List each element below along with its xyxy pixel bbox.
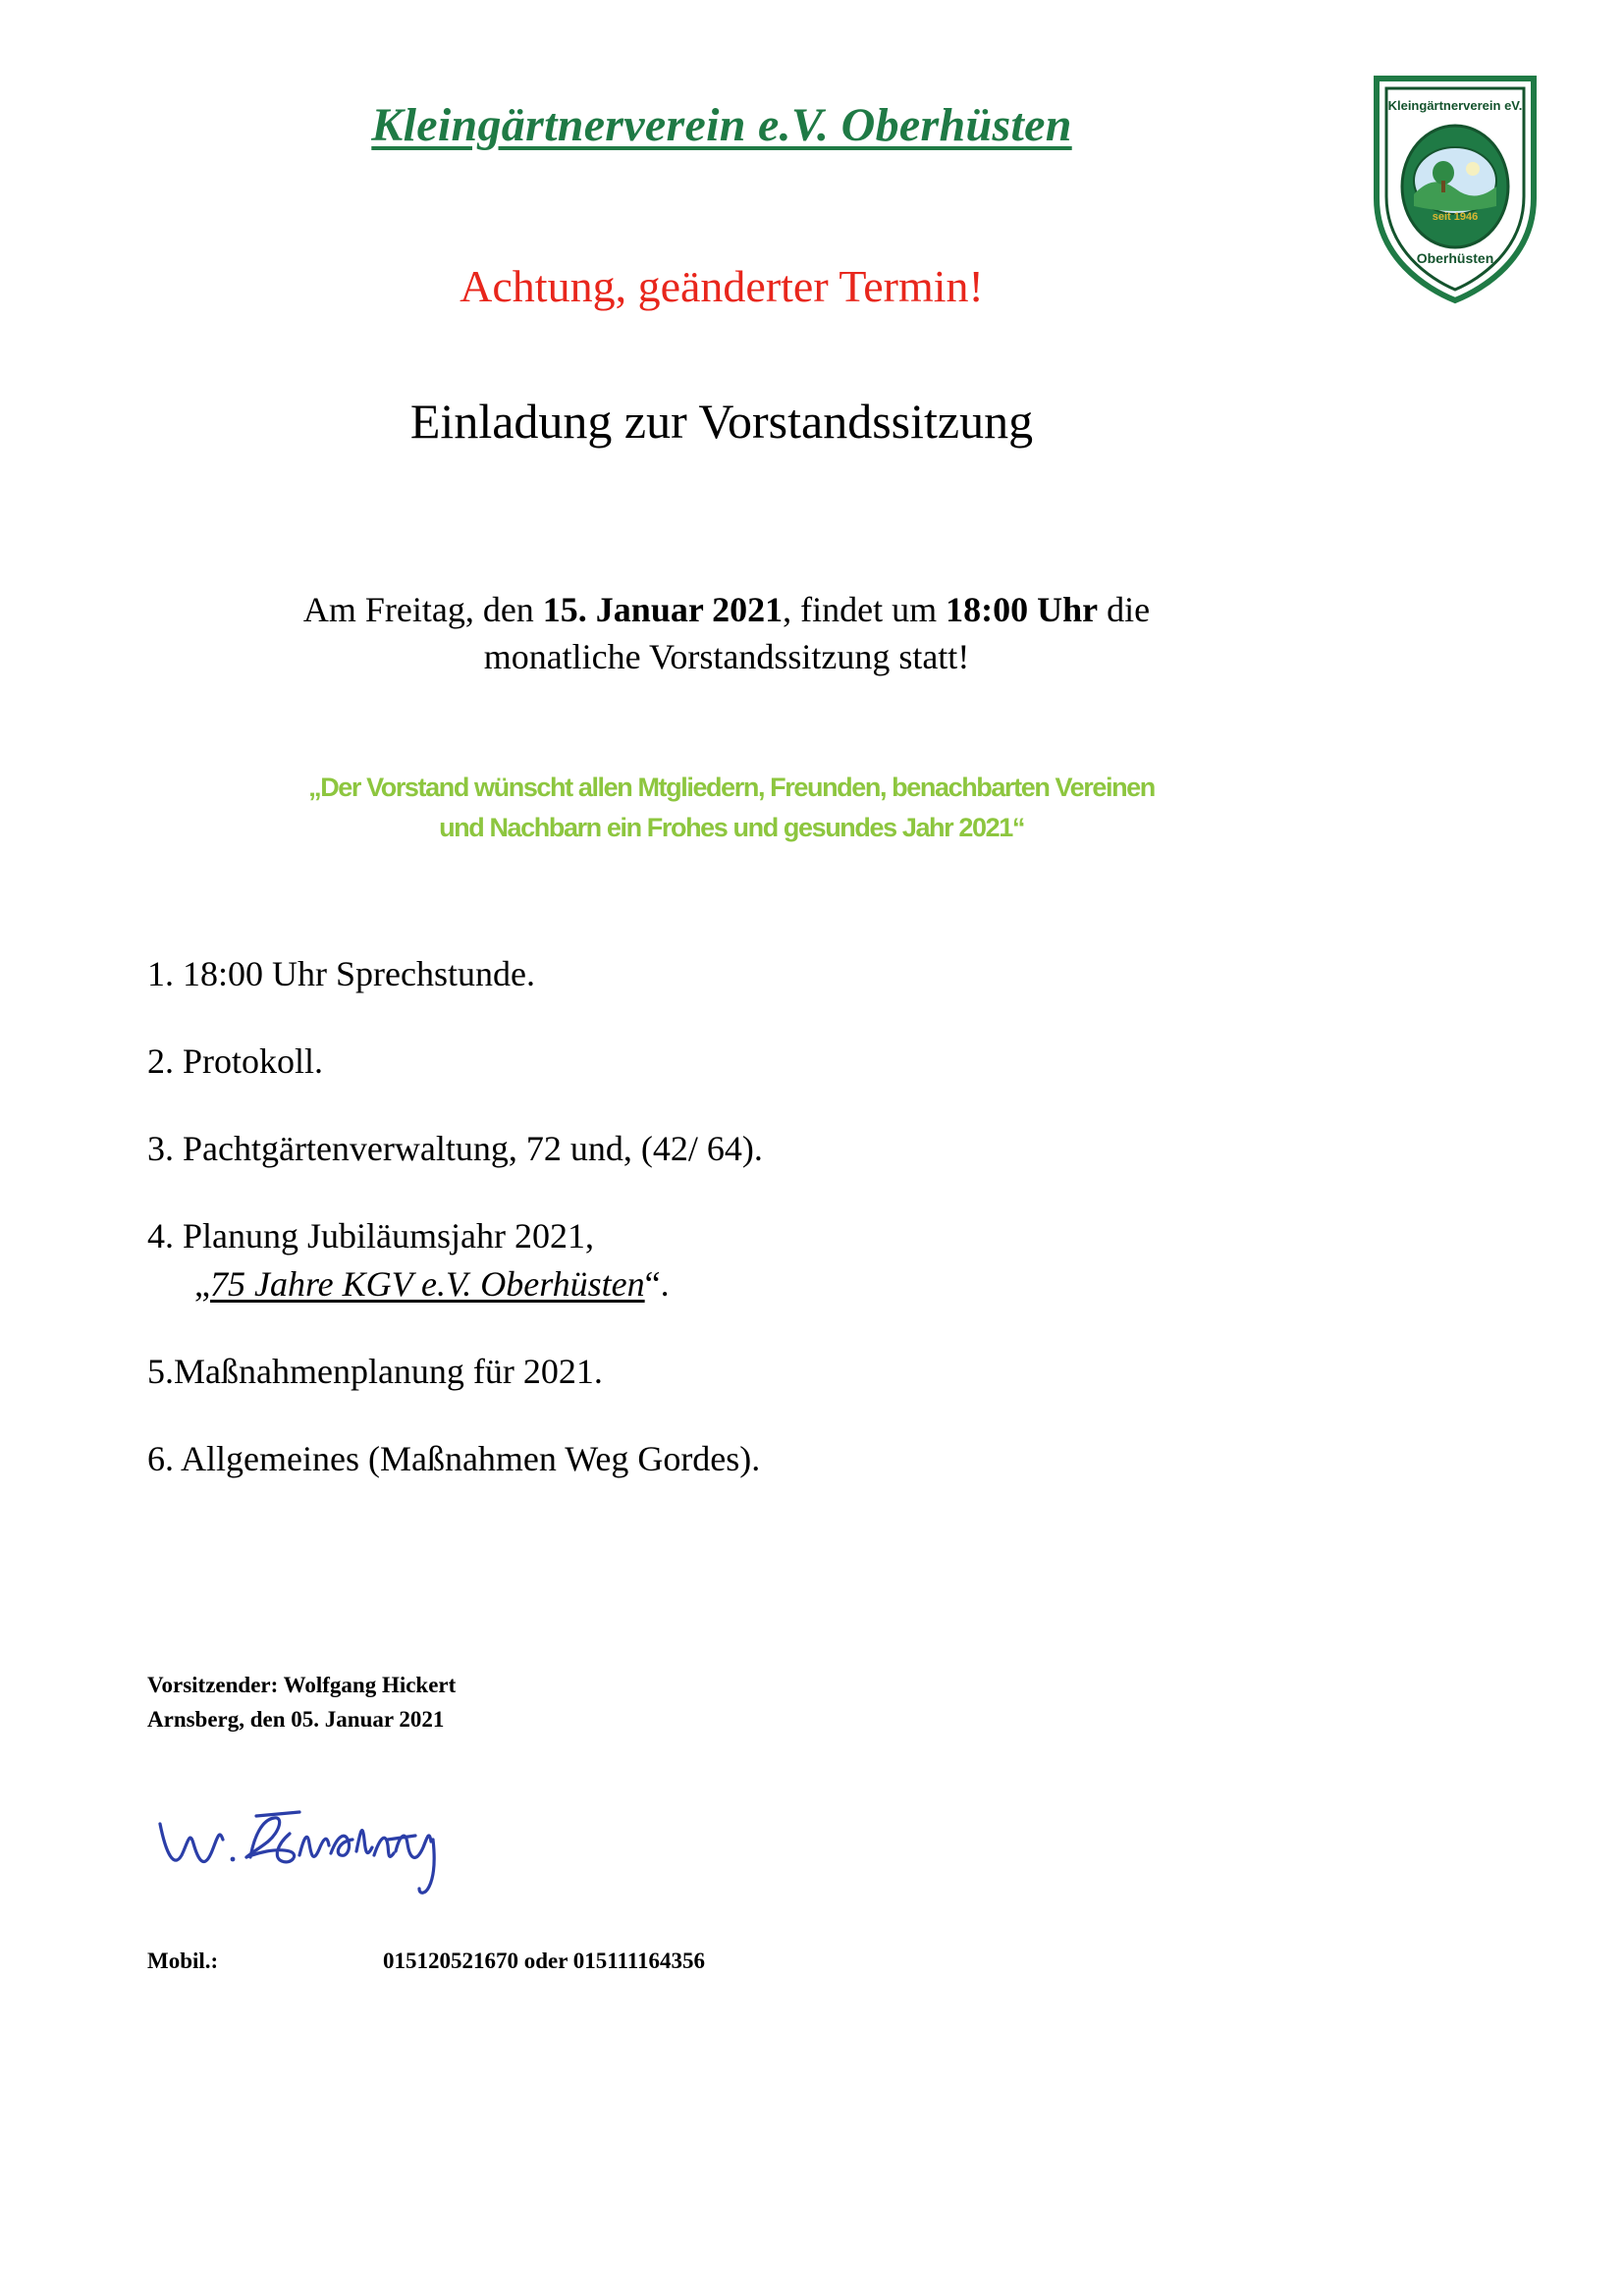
- agenda-list: [147, 952, 1424, 1524]
- agenda-item: [147, 1437, 1424, 1481]
- mobile-label: Mobil.:: [147, 1949, 219, 1973]
- invitation-title: Einladung zur Vorstandssitzung: [409, 394, 1034, 449]
- agenda-item-text: 1. 18:00 Uhr Sprechstunde.: [147, 954, 535, 993]
- when-mid: , findet um: [783, 590, 947, 629]
- agenda-item: [147, 952, 1424, 996]
- svg-text:seit 1946: seit 1946: [1432, 211, 1479, 223]
- mobile-numbers: 015120521670 oder 015111164356: [383, 1949, 705, 1973]
- agenda-item-text: 4. Planung Jubiläumsjahr 2021,: [147, 1216, 594, 1255]
- club-title: Kleingärtnerverein e.V. Oberhüsten: [371, 99, 1072, 151]
- agenda-item-text: 6. Allgemeines (Maßnahmen Weg Gordes).: [147, 1439, 761, 1478]
- signer-block: [147, 1669, 456, 1736]
- place-and-date: Arnsberg, den 05. Januar 2021: [147, 1706, 445, 1732]
- meeting-date: 15. Januar 2021: [542, 590, 784, 629]
- agenda-item: [147, 1214, 1424, 1307]
- meeting-time: 18:00 Uhr: [946, 590, 1099, 629]
- signer-role-name: Vorsitzender: Wolfgang Hickert: [147, 1673, 457, 1697]
- mobile-contact: [147, 1949, 705, 1974]
- when-post: die: [1098, 590, 1151, 629]
- agenda-item: [147, 1350, 1424, 1394]
- agenda-item-subtext: [147, 1262, 1424, 1307]
- agenda-item-text: 3. Pachtgärtenverwaltung, 72 und, (42/ 64).: [147, 1129, 763, 1168]
- when-pre: Am Freitag, den: [302, 590, 543, 629]
- wish-line-2: und Nachbarn ein Frohes und gesundes Jahr 2021“: [439, 812, 1024, 842]
- anniversary-quote-open: „: [194, 1264, 210, 1304]
- svg-text:Oberhüsten: Oberhüsten: [1416, 250, 1494, 266]
- handwritten-signature: [152, 1796, 486, 1904]
- agenda-item-text: 5.Maßnahmenplanung für 2021.: [147, 1352, 603, 1391]
- meeting-datetime-paragraph: [147, 587, 1306, 680]
- agenda-item-text: 2. Protokoll.: [147, 1041, 324, 1081]
- anniversary-title: 75 Jahre KGV e.V. Oberhüsten: [209, 1264, 645, 1304]
- svg-text:Kleingärtnerverein eV.: Kleingärtnerverein eV.: [1387, 98, 1523, 113]
- wish-line-1: „Der Vorstand wünscht allen Mtgliedern, Freunden, benachbarten Vereinen: [308, 773, 1155, 802]
- when-line-2: monatliche Vorstandssitzung statt!: [483, 636, 970, 676]
- agenda-item: [147, 1127, 1424, 1171]
- anniversary-quote-close: “.: [644, 1264, 670, 1304]
- new-year-wish: [137, 768, 1326, 847]
- changed-date-notice: Achtung, geänderter Termin!: [460, 261, 984, 311]
- club-logo: [1367, 71, 1543, 306]
- agenda-item: [147, 1040, 1424, 1084]
